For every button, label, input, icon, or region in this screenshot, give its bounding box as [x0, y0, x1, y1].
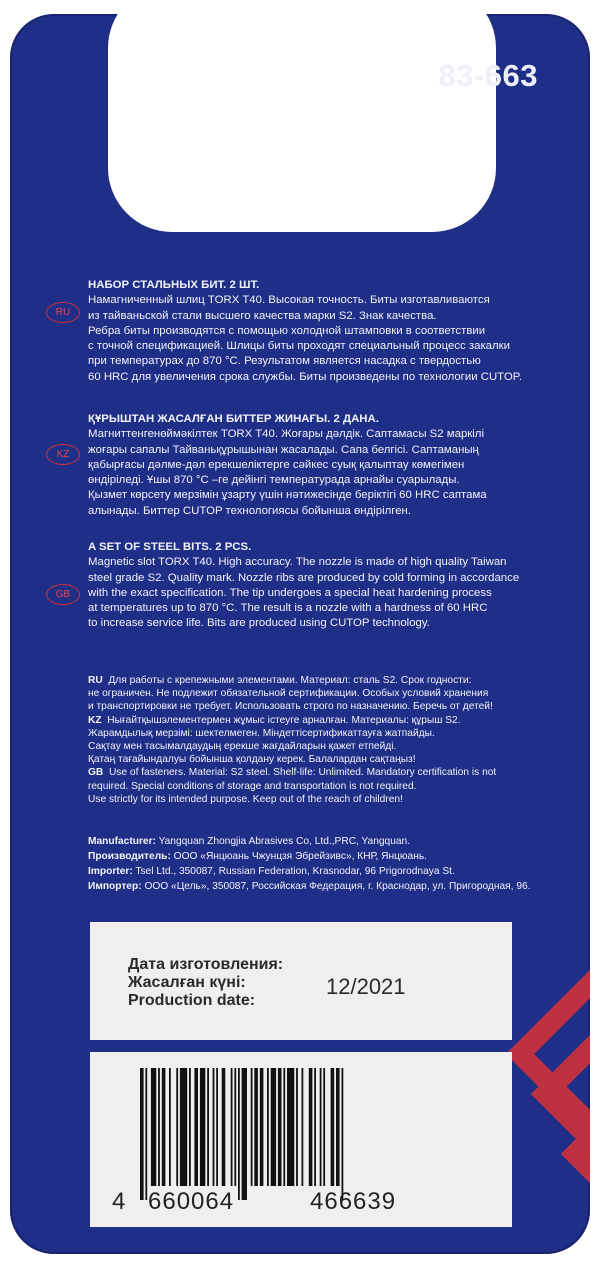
barcode-bar — [309, 1068, 313, 1186]
barcode-bar — [314, 1068, 316, 1186]
usage-gb-tag: GB — [88, 767, 104, 779]
usage-kz-line: Қатаң тағайындалуы бойынша қолдану керек. Балалардан сақтаңыз! — [88, 754, 416, 766]
barcode-bar — [287, 1068, 294, 1186]
barcode-bar — [234, 1068, 236, 1186]
usage-kz-line: KZ Нығайтқышэлементермен жұмыс істеуге арналған. Материалы: құрыш S2. — [88, 714, 461, 726]
usage-kz-tag: KZ — [88, 714, 102, 726]
maker-line: Производитель: ООО «Янцюань Чжунцзя Эбрейзивс», КНР, Янцюань. — [88, 851, 427, 862]
barcode-bar — [336, 1068, 340, 1186]
kz-line: жоғары сапалы Тайваньқұрышынан жасалады. Сапа белгісі. Саптаманың — [88, 443, 479, 456]
barcode-bar — [231, 1068, 233, 1186]
usage-ru-tag: RU — [88, 675, 103, 686]
barcode-bar — [213, 1068, 215, 1186]
ru-line: при температурах до 870 °C. Результатом является насадка с твердостью — [88, 355, 481, 368]
ru-line: Намагниченный шлиц TORX T40. Высокая точность. Биты изготавливаются — [88, 294, 490, 307]
barcode-bar — [207, 1068, 209, 1186]
usage-kz-line: Жарамдылық мерзімі: шектелмеген. Міндеттісертификаттауға жатпайды. — [88, 727, 435, 739]
barcode-bar — [320, 1068, 322, 1186]
barcode-first-digit: 4 — [112, 1188, 127, 1215]
gb-line: Magnetic slot TORX T40. High accuracy. The nozzle is made of high quality Taiwan — [88, 556, 507, 569]
gb-line: steel grade S2. Quality mark. Nozzle ribs are produced by cold forming in accordance — [88, 571, 520, 584]
product-code: 83-663 — [438, 58, 538, 93]
ru-description — [88, 278, 578, 385]
barcode-left-digits: 660064 — [148, 1188, 235, 1215]
barcode-bar — [145, 1068, 147, 1200]
ru-line: Ребра биты производятся с помощью холодной штамповки в соответствии — [88, 324, 486, 337]
barcode-bar — [158, 1068, 160, 1186]
gb-description — [88, 540, 578, 632]
kz-line: өндіріледі. Ұшы 870 °C –ге дейінгі температурада арнайы суарылады. — [88, 474, 460, 487]
barcode-right-digits: 466639 — [310, 1188, 397, 1215]
gb-title: A SET OF STEEL BITS. 2 PCS. — [88, 541, 252, 553]
kz-line: Магниттенгенөймәкілтек TORX T40. Жоғары дәлдік. Саптамасы S2 маркілі — [88, 428, 484, 441]
barcode-bar — [180, 1068, 187, 1186]
usage-ru-line: и транспортировки не требует. Использовать строго по назначению. Беречь от детей! — [88, 701, 493, 713]
barcode-bar — [251, 1068, 253, 1186]
usage-ru-line: RU Для работы с крепежными элементами. Материал: сталь S2. Срок годности: — [88, 675, 472, 686]
importer-line: Importer: Tsel Ltd., 350087, Russian Federation, Krasnodar, 96 Prigorodnaya St. — [88, 866, 455, 877]
hang-hole — [108, 14, 496, 232]
barcode-bar — [260, 1068, 264, 1186]
gb-line: to increase service life. Bits are produced using CUTOP technology. — [88, 617, 430, 630]
importer-line: Импортер: ООО «Цель», 350087, Российская Федерация, г. Краснодар, ул. Пригородная, 96. — [88, 881, 531, 892]
barcode-bar — [222, 1068, 226, 1186]
barcode-bar — [189, 1068, 191, 1186]
kz-line: Қызмет көрсету мерзімін ұзарту үшін нәтижесінде беріктігі 60 HRC саптама — [88, 489, 487, 502]
barcode-bar — [162, 1068, 166, 1186]
maker-line: Manufacturer: Yangquan Zhongjia Abrasives Co, Ltd.,PRC, Yangquan. — [88, 836, 411, 847]
barcode-bar — [302, 1068, 304, 1186]
barcode-bar — [267, 1068, 269, 1186]
barcode-icon — [132, 1068, 452, 1200]
barcode-bar — [323, 1068, 325, 1186]
barcode-bar — [169, 1068, 171, 1186]
barcode-bar — [151, 1068, 156, 1186]
usage-gb-line: Use strictly for its intended purpose. Keep out of the reach of children! — [88, 793, 403, 805]
kz-line: қабырғасы дәлме-дәл ерекшеліктерге сәйкес суық қалыптау көмегімен — [88, 458, 465, 471]
production-date-value: 12/2021 — [326, 974, 406, 999]
kz-flag-badge: KZ — [46, 444, 80, 465]
kz-description — [88, 412, 578, 519]
production-date-label — [90, 922, 512, 1040]
barcode-bar — [331, 1068, 335, 1186]
date-label-kz: Жасалған күні: — [128, 974, 246, 991]
usage-gb-line: GB Use of fasteners. Material: S2 steel. Shelf-life: Unlimited. Mandatory certification is not — [88, 767, 497, 779]
gb-line: with the exact specification. The tip undergoes a special heat hardening process — [88, 586, 492, 599]
packaging-card — [10, 14, 590, 1254]
gb-flag-badge: GB — [46, 584, 80, 605]
date-label-ru: Дата изготовления: — [128, 956, 284, 973]
gb-line: at temperatures up to 870 °C. The result is a nozzle with a hardness of 60 HRC — [88, 602, 488, 615]
barcode-bar — [283, 1068, 285, 1186]
usage-info — [88, 674, 558, 806]
ru-flag-badge: RU — [46, 302, 80, 323]
barcode-bar — [216, 1068, 218, 1186]
barcode-bar — [278, 1068, 282, 1186]
date-label-en: Production date: — [128, 992, 256, 1009]
usage-gb-line: required. Special conditions of storage and transportation is not required. — [88, 780, 417, 792]
barcode-bar — [271, 1068, 276, 1186]
usage-kz-line: Сақтау мен тасымалдаудың ерекше жағдайларын қажет етпейді. — [88, 741, 397, 753]
barcode-bar — [342, 1068, 344, 1200]
kz-line: алынады. Биттер CUTOP технологиясы бойынша өндірілген. — [88, 504, 411, 517]
barcode-bar — [140, 1068, 144, 1200]
usage-ru-line: не ограничен. Не подлежит обязательной сертификации. Особых условий хранения — [88, 688, 489, 700]
barcode-label — [90, 1052, 512, 1227]
barcode-bar — [194, 1068, 198, 1186]
barcode-bar — [296, 1068, 298, 1186]
kz-title: ҚҰРЫШТАН ЖАСАЛҒАН БИТТЕР ЖИНАҒЫ. 2 ДАНА. — [88, 413, 379, 425]
ru-title: НАБОР СТАЛЬНЫХ БИТ. 2 ШТ. — [88, 279, 260, 291]
barcode-bar — [176, 1068, 178, 1186]
barcode-bar — [238, 1068, 240, 1200]
ru-line: с точной спецификацией. Шлицы биты проходят специальный процесс закалки — [88, 340, 511, 353]
barcode-bar — [242, 1068, 247, 1200]
barcode-bar — [200, 1068, 205, 1186]
ru-line: 60 HRC для увеличения срока службы. Биты произведены по технологии CUTOP. — [88, 370, 523, 383]
maker-info — [88, 834, 558, 894]
ru-line: из тайваньской стали высшего качества марки S2. Знак качества. — [88, 309, 437, 322]
barcode-bar — [254, 1068, 258, 1186]
